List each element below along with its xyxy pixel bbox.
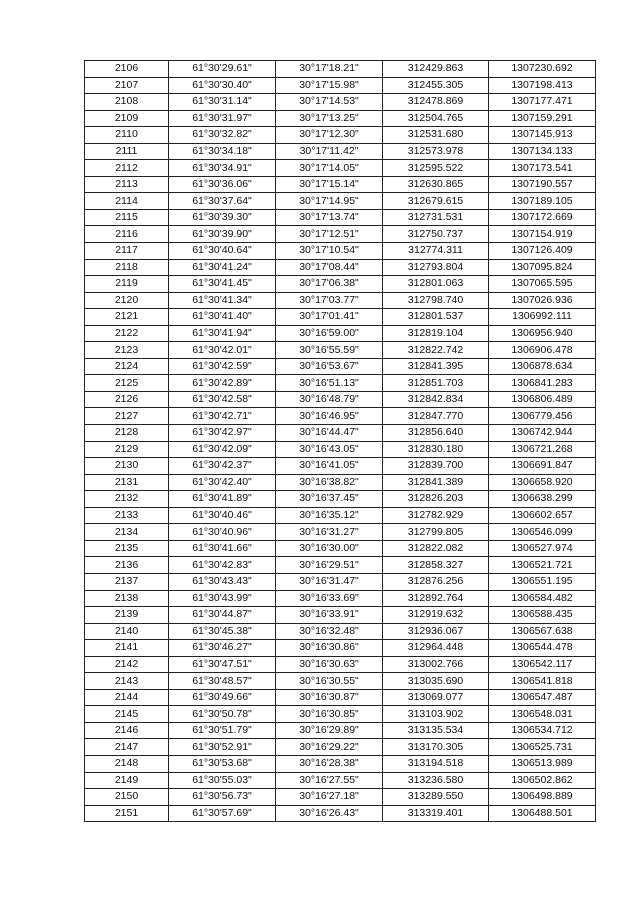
point-number-cell: 2122 xyxy=(85,325,169,342)
point-number-cell: 2151 xyxy=(85,805,169,822)
table-row xyxy=(85,507,596,524)
latitude-cell: 61°30'42.58" xyxy=(169,391,276,408)
table-row xyxy=(85,755,596,772)
x-coordinate-cell: 312892.764 xyxy=(383,590,489,607)
y-coordinate-cell: 1306588.435 xyxy=(489,607,596,624)
y-coordinate-cell: 1307177.471 xyxy=(489,94,596,111)
y-coordinate-cell: 1306742.944 xyxy=(489,425,596,442)
y-coordinate-cell: 1306525.731 xyxy=(489,739,596,756)
table-row xyxy=(85,61,596,78)
table-row xyxy=(85,358,596,375)
table-row xyxy=(85,557,596,574)
table-row xyxy=(85,408,596,425)
point-number-cell: 2147 xyxy=(85,739,169,756)
point-number-cell: 2137 xyxy=(85,573,169,590)
y-coordinate-cell: 1307026.936 xyxy=(489,292,596,309)
x-coordinate-cell: 312936.067 xyxy=(383,623,489,640)
longitude-cell: 30°16'51.13" xyxy=(276,375,383,392)
x-coordinate-cell: 313194.518 xyxy=(383,755,489,772)
point-number-cell: 2116 xyxy=(85,226,169,243)
coordinates-table xyxy=(84,60,596,822)
longitude-cell: 30°16'48.79" xyxy=(276,391,383,408)
table-row xyxy=(85,110,596,127)
latitude-cell: 61°30'40.96" xyxy=(169,524,276,541)
x-coordinate-cell: 312679.615 xyxy=(383,193,489,210)
point-number-cell: 2111 xyxy=(85,143,169,160)
x-coordinate-cell: 312919.632 xyxy=(383,607,489,624)
table-row xyxy=(85,425,596,442)
longitude-cell: 30°16'32.48" xyxy=(276,623,383,640)
latitude-cell: 61°30'39.30" xyxy=(169,209,276,226)
point-number-cell: 2150 xyxy=(85,789,169,806)
latitude-cell: 61°30'42.37" xyxy=(169,458,276,475)
longitude-cell: 30°17'06.38" xyxy=(276,276,383,293)
x-coordinate-cell: 313135.534 xyxy=(383,722,489,739)
point-number-cell: 2148 xyxy=(85,755,169,772)
latitude-cell: 61°30'46.27" xyxy=(169,640,276,657)
y-coordinate-cell: 1306488.501 xyxy=(489,805,596,822)
table-row xyxy=(85,540,596,557)
longitude-cell: 30°17'14.05" xyxy=(276,160,383,177)
table-row xyxy=(85,160,596,177)
x-coordinate-cell: 312819.104 xyxy=(383,325,489,342)
longitude-cell: 30°17'18.21" xyxy=(276,61,383,78)
y-coordinate-cell: 1306721.268 xyxy=(489,441,596,458)
point-number-cell: 2120 xyxy=(85,292,169,309)
y-coordinate-cell: 1306513.989 xyxy=(489,755,596,772)
latitude-cell: 61°30'37.64" xyxy=(169,193,276,210)
x-coordinate-cell: 312750.737 xyxy=(383,226,489,243)
x-coordinate-cell: 312822.082 xyxy=(383,540,489,557)
latitude-cell: 61°30'43.43" xyxy=(169,573,276,590)
y-coordinate-cell: 1306527.974 xyxy=(489,540,596,557)
latitude-cell: 61°30'29.61" xyxy=(169,61,276,78)
point-number-cell: 2124 xyxy=(85,358,169,375)
latitude-cell: 61°30'42.83" xyxy=(169,557,276,574)
latitude-cell: 61°30'49.66" xyxy=(169,689,276,706)
latitude-cell: 61°30'40.64" xyxy=(169,243,276,260)
table-row xyxy=(85,259,596,276)
longitude-cell: 30°16'26.43" xyxy=(276,805,383,822)
x-coordinate-cell: 312429.863 xyxy=(383,61,489,78)
longitude-cell: 30°17'14.95" xyxy=(276,193,383,210)
y-coordinate-cell: 1306841.283 xyxy=(489,375,596,392)
x-coordinate-cell: 312822.742 xyxy=(383,342,489,359)
y-coordinate-cell: 1306602.657 xyxy=(489,507,596,524)
point-number-cell: 2127 xyxy=(85,408,169,425)
y-coordinate-cell: 1307095.824 xyxy=(489,259,596,276)
table-row xyxy=(85,805,596,822)
longitude-cell: 30°16'29.89" xyxy=(276,722,383,739)
y-coordinate-cell: 1307154.919 xyxy=(489,226,596,243)
table-row xyxy=(85,590,596,607)
latitude-cell: 61°30'42.89" xyxy=(169,375,276,392)
longitude-cell: 30°17'15.14" xyxy=(276,176,383,193)
latitude-cell: 61°30'51.79" xyxy=(169,722,276,739)
table-row xyxy=(85,673,596,690)
latitude-cell: 61°30'32.82" xyxy=(169,127,276,144)
x-coordinate-cell: 312851.703 xyxy=(383,375,489,392)
y-coordinate-cell: 1306502.862 xyxy=(489,772,596,789)
point-number-cell: 2114 xyxy=(85,193,169,210)
point-number-cell: 2143 xyxy=(85,673,169,690)
x-coordinate-cell: 313035.690 xyxy=(383,673,489,690)
longitude-cell: 30°16'29.51" xyxy=(276,557,383,574)
longitude-cell: 30°16'35.12" xyxy=(276,507,383,524)
longitude-cell: 30°17'14.53" xyxy=(276,94,383,111)
x-coordinate-cell: 312801.537 xyxy=(383,309,489,326)
latitude-cell: 61°30'41.89" xyxy=(169,491,276,508)
longitude-cell: 30°17'08.44" xyxy=(276,259,383,276)
longitude-cell: 30°16'27.55" xyxy=(276,772,383,789)
x-coordinate-cell: 312798.740 xyxy=(383,292,489,309)
point-number-cell: 2136 xyxy=(85,557,169,574)
x-coordinate-cell: 312830.180 xyxy=(383,441,489,458)
latitude-cell: 61°30'31.97" xyxy=(169,110,276,127)
table-row xyxy=(85,640,596,657)
longitude-cell: 30°17'12.51" xyxy=(276,226,383,243)
x-coordinate-cell: 312731.531 xyxy=(383,209,489,226)
x-coordinate-cell: 313319.401 xyxy=(383,805,489,822)
x-coordinate-cell: 312841.389 xyxy=(383,474,489,491)
y-coordinate-cell: 1306992.111 xyxy=(489,309,596,326)
x-coordinate-cell: 312876.256 xyxy=(383,573,489,590)
longitude-cell: 30°17'10.54" xyxy=(276,243,383,260)
y-coordinate-cell: 1307189.105 xyxy=(489,193,596,210)
point-number-cell: 2145 xyxy=(85,706,169,723)
point-number-cell: 2110 xyxy=(85,127,169,144)
y-coordinate-cell: 1306547.487 xyxy=(489,689,596,706)
x-coordinate-cell: 312455.305 xyxy=(383,77,489,94)
longitude-cell: 30°16'30.00" xyxy=(276,540,383,557)
table-row xyxy=(85,474,596,491)
point-number-cell: 2119 xyxy=(85,276,169,293)
y-coordinate-cell: 1306956.940 xyxy=(489,325,596,342)
y-coordinate-cell: 1307173.541 xyxy=(489,160,596,177)
y-coordinate-cell: 1306541.818 xyxy=(489,673,596,690)
y-coordinate-cell: 1307230.692 xyxy=(489,61,596,78)
point-number-cell: 2140 xyxy=(85,623,169,640)
x-coordinate-cell: 312841.395 xyxy=(383,358,489,375)
point-number-cell: 2118 xyxy=(85,259,169,276)
latitude-cell: 61°30'45.38" xyxy=(169,623,276,640)
table-row xyxy=(85,458,596,475)
x-coordinate-cell: 312842.834 xyxy=(383,391,489,408)
latitude-cell: 61°30'41.40" xyxy=(169,309,276,326)
latitude-cell: 61°30'44.87" xyxy=(169,607,276,624)
longitude-cell: 30°16'31.47" xyxy=(276,573,383,590)
latitude-cell: 61°30'41.94" xyxy=(169,325,276,342)
x-coordinate-cell: 313236.580 xyxy=(383,772,489,789)
point-number-cell: 2115 xyxy=(85,209,169,226)
table-row xyxy=(85,375,596,392)
longitude-cell: 30°16'27.18" xyxy=(276,789,383,806)
table-row xyxy=(85,391,596,408)
longitude-cell: 30°16'28.38" xyxy=(276,755,383,772)
table-row xyxy=(85,441,596,458)
latitude-cell: 61°30'41.24" xyxy=(169,259,276,276)
y-coordinate-cell: 1306658.920 xyxy=(489,474,596,491)
y-coordinate-cell: 1307198.413 xyxy=(489,77,596,94)
x-coordinate-cell: 312826.203 xyxy=(383,491,489,508)
y-coordinate-cell: 1306521.721 xyxy=(489,557,596,574)
table-row xyxy=(85,524,596,541)
longitude-cell: 30°16'55.59" xyxy=(276,342,383,359)
point-number-cell: 2135 xyxy=(85,540,169,557)
x-coordinate-cell: 312573.978 xyxy=(383,143,489,160)
x-coordinate-cell: 312630.865 xyxy=(383,176,489,193)
table-row xyxy=(85,292,596,309)
latitude-cell: 61°30'39.90" xyxy=(169,226,276,243)
longitude-cell: 30°16'30.63" xyxy=(276,656,383,673)
x-coordinate-cell: 312847.770 xyxy=(383,408,489,425)
x-coordinate-cell: 312478.869 xyxy=(383,94,489,111)
x-coordinate-cell: 312531.680 xyxy=(383,127,489,144)
point-number-cell: 2126 xyxy=(85,391,169,408)
longitude-cell: 30°16'53.67" xyxy=(276,358,383,375)
point-number-cell: 2146 xyxy=(85,722,169,739)
longitude-cell: 30°17'15.98" xyxy=(276,77,383,94)
longitude-cell: 30°17'11.42" xyxy=(276,143,383,160)
point-number-cell: 2117 xyxy=(85,243,169,260)
y-coordinate-cell: 1306546.099 xyxy=(489,524,596,541)
point-number-cell: 2134 xyxy=(85,524,169,541)
y-coordinate-cell: 1307145.913 xyxy=(489,127,596,144)
latitude-cell: 61°30'47.51" xyxy=(169,656,276,673)
x-coordinate-cell: 312856.640 xyxy=(383,425,489,442)
latitude-cell: 61°30'55.03" xyxy=(169,772,276,789)
latitude-cell: 61°30'40.46" xyxy=(169,507,276,524)
latitude-cell: 61°30'50.78" xyxy=(169,706,276,723)
table-row xyxy=(85,789,596,806)
y-coordinate-cell: 1306906.478 xyxy=(489,342,596,359)
longitude-cell: 30°17'13.25" xyxy=(276,110,383,127)
point-number-cell: 2123 xyxy=(85,342,169,359)
point-number-cell: 2144 xyxy=(85,689,169,706)
y-coordinate-cell: 1306806.489 xyxy=(489,391,596,408)
table-row xyxy=(85,309,596,326)
point-number-cell: 2128 xyxy=(85,425,169,442)
y-coordinate-cell: 1307190.557 xyxy=(489,176,596,193)
x-coordinate-cell: 312801.063 xyxy=(383,276,489,293)
latitude-cell: 61°30'42.40" xyxy=(169,474,276,491)
table-row xyxy=(85,573,596,590)
point-number-cell: 2131 xyxy=(85,474,169,491)
x-coordinate-cell: 313103.902 xyxy=(383,706,489,723)
x-coordinate-cell: 313002.766 xyxy=(383,656,489,673)
x-coordinate-cell: 313170.305 xyxy=(383,739,489,756)
y-coordinate-cell: 1306691.847 xyxy=(489,458,596,475)
latitude-cell: 61°30'43.99" xyxy=(169,590,276,607)
x-coordinate-cell: 312595.522 xyxy=(383,160,489,177)
point-number-cell: 2107 xyxy=(85,77,169,94)
x-coordinate-cell: 312504.765 xyxy=(383,110,489,127)
table-row xyxy=(85,127,596,144)
y-coordinate-cell: 1306551.195 xyxy=(489,573,596,590)
latitude-cell: 61°30'42.97" xyxy=(169,425,276,442)
point-number-cell: 2141 xyxy=(85,640,169,657)
point-number-cell: 2113 xyxy=(85,176,169,193)
latitude-cell: 61°30'52.91" xyxy=(169,739,276,756)
y-coordinate-cell: 1306878.634 xyxy=(489,358,596,375)
longitude-cell: 30°16'30.87" xyxy=(276,689,383,706)
longitude-cell: 30°16'37.45" xyxy=(276,491,383,508)
longitude-cell: 30°16'44.47" xyxy=(276,425,383,442)
longitude-cell: 30°17'12.30" xyxy=(276,127,383,144)
point-number-cell: 2125 xyxy=(85,375,169,392)
point-number-cell: 2138 xyxy=(85,590,169,607)
x-coordinate-cell: 312799.805 xyxy=(383,524,489,541)
y-coordinate-cell: 1306542.117 xyxy=(489,656,596,673)
longitude-cell: 30°16'38.82" xyxy=(276,474,383,491)
latitude-cell: 61°30'42.09" xyxy=(169,441,276,458)
table-row xyxy=(85,193,596,210)
latitude-cell: 61°30'34.91" xyxy=(169,160,276,177)
y-coordinate-cell: 1306584.482 xyxy=(489,590,596,607)
x-coordinate-cell: 313069.077 xyxy=(383,689,489,706)
latitude-cell: 61°30'42.01" xyxy=(169,342,276,359)
longitude-cell: 30°16'46.95" xyxy=(276,408,383,425)
table-row xyxy=(85,209,596,226)
table-row xyxy=(85,689,596,706)
point-number-cell: 2121 xyxy=(85,309,169,326)
table-row xyxy=(85,491,596,508)
table-row xyxy=(85,739,596,756)
latitude-cell: 61°30'48.57" xyxy=(169,673,276,690)
x-coordinate-cell: 312839.700 xyxy=(383,458,489,475)
table-row xyxy=(85,722,596,739)
table-row xyxy=(85,325,596,342)
table-row xyxy=(85,623,596,640)
longitude-cell: 30°16'43.05" xyxy=(276,441,383,458)
latitude-cell: 61°30'34.18" xyxy=(169,143,276,160)
y-coordinate-cell: 1306779.456 xyxy=(489,408,596,425)
latitude-cell: 61°30'31.14" xyxy=(169,94,276,111)
x-coordinate-cell: 312782.929 xyxy=(383,507,489,524)
longitude-cell: 30°16'30.85" xyxy=(276,706,383,723)
longitude-cell: 30°17'01.41" xyxy=(276,309,383,326)
longitude-cell: 30°16'41.05" xyxy=(276,458,383,475)
latitude-cell: 61°30'30.40" xyxy=(169,77,276,94)
point-number-cell: 2132 xyxy=(85,491,169,508)
y-coordinate-cell: 1306567.638 xyxy=(489,623,596,640)
x-coordinate-cell: 312793.804 xyxy=(383,259,489,276)
point-number-cell: 2133 xyxy=(85,507,169,524)
longitude-cell: 30°17'03.77" xyxy=(276,292,383,309)
y-coordinate-cell: 1307134.133 xyxy=(489,143,596,160)
point-number-cell: 2106 xyxy=(85,61,169,78)
longitude-cell: 30°16'31.27" xyxy=(276,524,383,541)
point-number-cell: 2130 xyxy=(85,458,169,475)
y-coordinate-cell: 1306534.712 xyxy=(489,722,596,739)
point-number-cell: 2142 xyxy=(85,656,169,673)
point-number-cell: 2139 xyxy=(85,607,169,624)
latitude-cell: 61°30'53.68" xyxy=(169,755,276,772)
y-coordinate-cell: 1307159.291 xyxy=(489,110,596,127)
table-row xyxy=(85,94,596,111)
table-row xyxy=(85,243,596,260)
table-row xyxy=(85,276,596,293)
y-coordinate-cell: 1306498.889 xyxy=(489,789,596,806)
table-row xyxy=(85,772,596,789)
point-number-cell: 2109 xyxy=(85,110,169,127)
longitude-cell: 30°16'59.00" xyxy=(276,325,383,342)
longitude-cell: 30°17'13.74" xyxy=(276,209,383,226)
table-row xyxy=(85,176,596,193)
table-row xyxy=(85,226,596,243)
longitude-cell: 30°16'29.22" xyxy=(276,739,383,756)
point-number-cell: 2129 xyxy=(85,441,169,458)
x-coordinate-cell: 312774.311 xyxy=(383,243,489,260)
y-coordinate-cell: 1306548.031 xyxy=(489,706,596,723)
table-row xyxy=(85,77,596,94)
latitude-cell: 61°30'42.59" xyxy=(169,358,276,375)
latitude-cell: 61°30'41.34" xyxy=(169,292,276,309)
coordinates-table-body xyxy=(85,61,596,822)
longitude-cell: 30°16'33.69" xyxy=(276,590,383,607)
point-number-cell: 2112 xyxy=(85,160,169,177)
table-row xyxy=(85,342,596,359)
latitude-cell: 61°30'57.69" xyxy=(169,805,276,822)
latitude-cell: 61°30'36.06" xyxy=(169,176,276,193)
y-coordinate-cell: 1306638.299 xyxy=(489,491,596,508)
table-row xyxy=(85,656,596,673)
table-row xyxy=(85,143,596,160)
table-row xyxy=(85,607,596,624)
point-number-cell: 2149 xyxy=(85,772,169,789)
y-coordinate-cell: 1307065.595 xyxy=(489,276,596,293)
y-coordinate-cell: 1307172.669 xyxy=(489,209,596,226)
latitude-cell: 61°30'56.73" xyxy=(169,789,276,806)
latitude-cell: 61°30'41.66" xyxy=(169,540,276,557)
latitude-cell: 61°30'42.71" xyxy=(169,408,276,425)
longitude-cell: 30°16'30.55" xyxy=(276,673,383,690)
y-coordinate-cell: 1307126.409 xyxy=(489,243,596,260)
x-coordinate-cell: 313289.550 xyxy=(383,789,489,806)
table-row xyxy=(85,706,596,723)
x-coordinate-cell: 312964.448 xyxy=(383,640,489,657)
x-coordinate-cell: 312858.327 xyxy=(383,557,489,574)
longitude-cell: 30°16'30.86" xyxy=(276,640,383,657)
latitude-cell: 61°30'41.45" xyxy=(169,276,276,293)
y-coordinate-cell: 1306544.478 xyxy=(489,640,596,657)
longitude-cell: 30°16'33.91" xyxy=(276,607,383,624)
point-number-cell: 2108 xyxy=(85,94,169,111)
